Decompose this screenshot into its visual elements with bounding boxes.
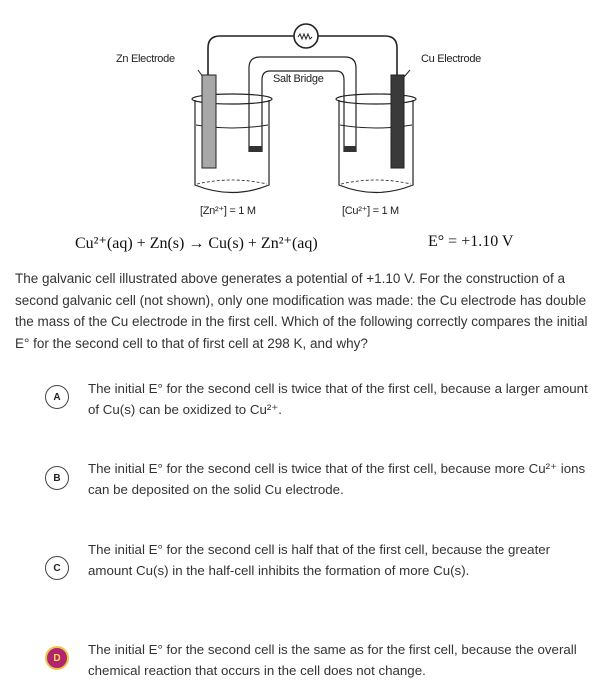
option-b-text[interactable]: The initial E° for the second cell is twice that of the first cell, because more Cu²⁺ ions can be deposited on the solid Cu electrode. xyxy=(88,461,586,497)
cu-electrode-label: Cu Electrode xyxy=(421,53,481,65)
zn-electrode xyxy=(202,75,216,168)
question-text: The galvanic cell illustrated above generates a potential of +1.10 V. For the construction of a second galvanic cell (not shown), only one modification was made: the Cu electrode has double the mass of the Cu electrode in the first cell. Which of the following correctly compares the initial E° for the second cell to that of first cell at 298 K, and why? xyxy=(15,271,588,351)
option-c-text[interactable]: The initial E° for the second cell is half that of the first cell, because the greater amount Cu(s) in the half-cell inhibits the formation of more Cu(s). xyxy=(88,542,551,578)
voltmeter-icon xyxy=(294,24,318,48)
option-a-text[interactable]: The initial E° for the second cell is twice that of the first cell, because a larger amount of Cu(s) can be oxidized to Cu²⁺. xyxy=(88,381,588,417)
cu-concentration-label: [Cu²⁺] = 1 M xyxy=(342,205,399,217)
salt-bridge-tube xyxy=(249,57,356,152)
galvanic-cell-diagram xyxy=(0,0,609,230)
option-a-marker[interactable]: A xyxy=(45,385,69,409)
cu-electrode xyxy=(391,75,404,168)
reaction-equation: Cu²⁺(aq) + Zn(s) → Cu(s) + Zn²⁺(aq) xyxy=(75,235,318,252)
option-c-marker[interactable]: C xyxy=(45,556,69,580)
salt-bridge-label: Salt Bridge xyxy=(273,73,324,85)
option-b-marker[interactable]: B xyxy=(45,466,69,490)
standard-potential: E° = +1.10 V xyxy=(428,233,514,250)
zn-electrode-label: Zn Electrode xyxy=(116,53,175,65)
option-d-text[interactable]: The initial E° for the second cell is the same as for the first cell, because the overall chemical reaction that occurs in the cell does not change. xyxy=(88,642,577,678)
option-d-marker-selected[interactable]: D xyxy=(45,646,69,670)
zn-concentration-label: [Zn²⁺] = 1 M xyxy=(200,205,256,217)
